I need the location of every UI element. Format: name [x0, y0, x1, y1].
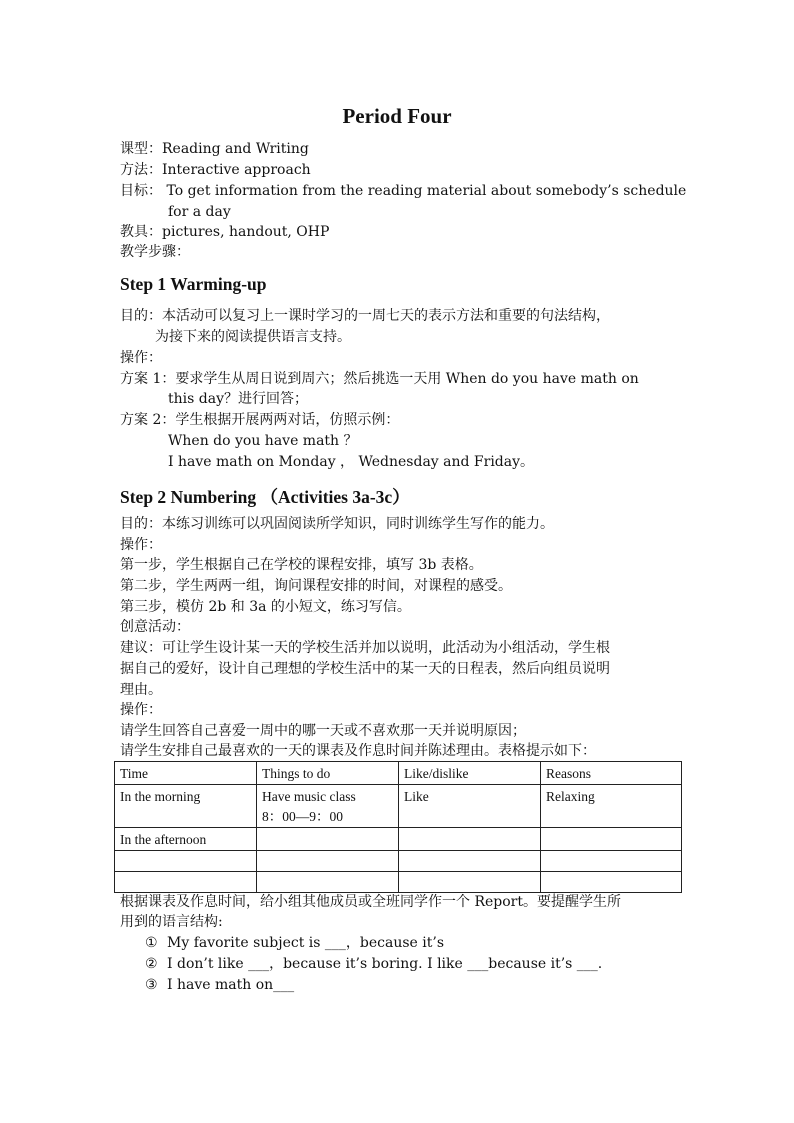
table-cell: Relaxing [541, 785, 682, 828]
table-cell: Like [399, 785, 541, 828]
step2-operation-label2: 操作： [120, 702, 162, 718]
suggestion-line1: 建议：可让学生设计某一天的学校生活并加以说明，此活动为小组活动，学生根 [120, 640, 610, 656]
item-number: ② [145, 956, 158, 972]
step1-operation-label: 操作： [120, 350, 162, 366]
report-line2: 用到的语言结构: [120, 914, 223, 930]
table-cell [399, 872, 541, 893]
table-header-cell: Like/dislike [399, 762, 541, 785]
table-cell [115, 872, 257, 893]
table-cell [541, 872, 682, 893]
operation-item1: 请学生回答自己喜爱一周中的哪一天或不喜欢那一天并说明原因； [120, 723, 526, 739]
operation-item2: 请学生安排自己最喜欢的一天的课表及作息时间并陈述理由。表格提示如下： [120, 743, 596, 759]
step2-operation-label: 操作： [120, 537, 162, 553]
steps-label: 教学步骤： [120, 244, 190, 260]
item-text: I don’t like ___，because it’s boring. I like ___because it’s ___. [167, 956, 603, 972]
lesson-type: 课型：Reading and Writing [120, 141, 309, 157]
table-cell [257, 828, 399, 851]
table-cell [541, 828, 682, 851]
table-header-row [115, 762, 682, 785]
item-text: My favorite subject is ___，because it’s [167, 935, 445, 951]
report-line1: 根据课表及作息时间，给小组其他成员或全班同学作一个 Report。要提醒学生所 [120, 894, 621, 910]
table-header-cell: Things to do [257, 762, 399, 785]
table-cell-activity: Have music class [262, 789, 356, 804]
structure-item-2 [145, 954, 602, 974]
table-header-cell: Time [115, 762, 257, 785]
table-cell [115, 851, 257, 872]
lesson-tools: 教具：pictures, handout, OHP [120, 224, 330, 240]
table-header-cell: Reasons [541, 762, 682, 785]
table-cell-time: 8：00—9：00 [262, 809, 343, 824]
step1-purpose-line1: 目的：本活动可以复习上一课时学习的一周七天的表示方法和重要的句法结构， [120, 308, 610, 324]
table-row [115, 872, 682, 893]
suggestion-line3: 理由。 [120, 682, 162, 698]
step1-plan2: 方案 2：学生根据开展两两对话，仿照示例： [120, 412, 400, 428]
step1-plan1-line1: 方案 1：要求学生从周日说到周六；然后挑选一天用 When do you have math on [120, 371, 639, 387]
table-row [115, 828, 682, 851]
step1-example1: When do you have math ？ [168, 433, 358, 449]
item-number: ① [145, 935, 158, 951]
table-cell [257, 872, 399, 893]
step2-step-one: 第一步，学生根据自己在学校的课程安排，填写 3b 表格。 [120, 557, 483, 573]
table-row [115, 851, 682, 872]
table-cell [399, 851, 541, 872]
step2-purpose: 目的：本练习训练可以巩固阅读所学知识，同时训练学生写作的能力。 [120, 516, 554, 532]
table-cell [257, 851, 399, 872]
creative-activity-label: 创意活动： [120, 619, 190, 635]
table-cell: In the morning [115, 785, 257, 828]
table-cell [541, 851, 682, 872]
lesson-goal-line1: 目标： To get information from the reading material about somebody’s schedule [120, 183, 687, 199]
step1-heading: Step 1 Warming-up [120, 274, 267, 294]
item-text: I have math on___ [167, 977, 295, 993]
structure-item-3 [145, 975, 294, 995]
suggestion-line2: 据自己的爱好，设计自己理想的学校生活中的某一天的日程表，然后向组员说明 [120, 661, 610, 677]
lesson-goal-line2: for a day [168, 204, 231, 220]
step2-step-three: 第三步，模仿 2b 和 3a 的小短文，练习写信。 [120, 599, 411, 615]
step2-heading: Step 2 Numbering （Activities 3a-3c） [120, 487, 410, 507]
step1-example2: I have math on Monday ， Wednesday and Friday。 [168, 454, 535, 470]
table-cell [399, 828, 541, 851]
step1-plan1-line2: this day？进行回答； [168, 391, 308, 407]
table-cell: In the afternoon [115, 828, 257, 851]
table-cell [257, 785, 399, 828]
lesson-method: 方法：Interactive approach [120, 162, 311, 178]
schedule-table [114, 761, 682, 893]
step1-purpose-line2: 为接下来的阅读提供语言支持。 [155, 329, 351, 345]
step2-step-two: 第二步，学生两两一组，询问课程安排的时间，对课程的感受。 [120, 578, 512, 594]
structure-item-1 [145, 933, 444, 953]
page-title: Period Four [342, 104, 452, 128]
table-row [115, 785, 682, 828]
item-number: ③ [145, 977, 158, 993]
